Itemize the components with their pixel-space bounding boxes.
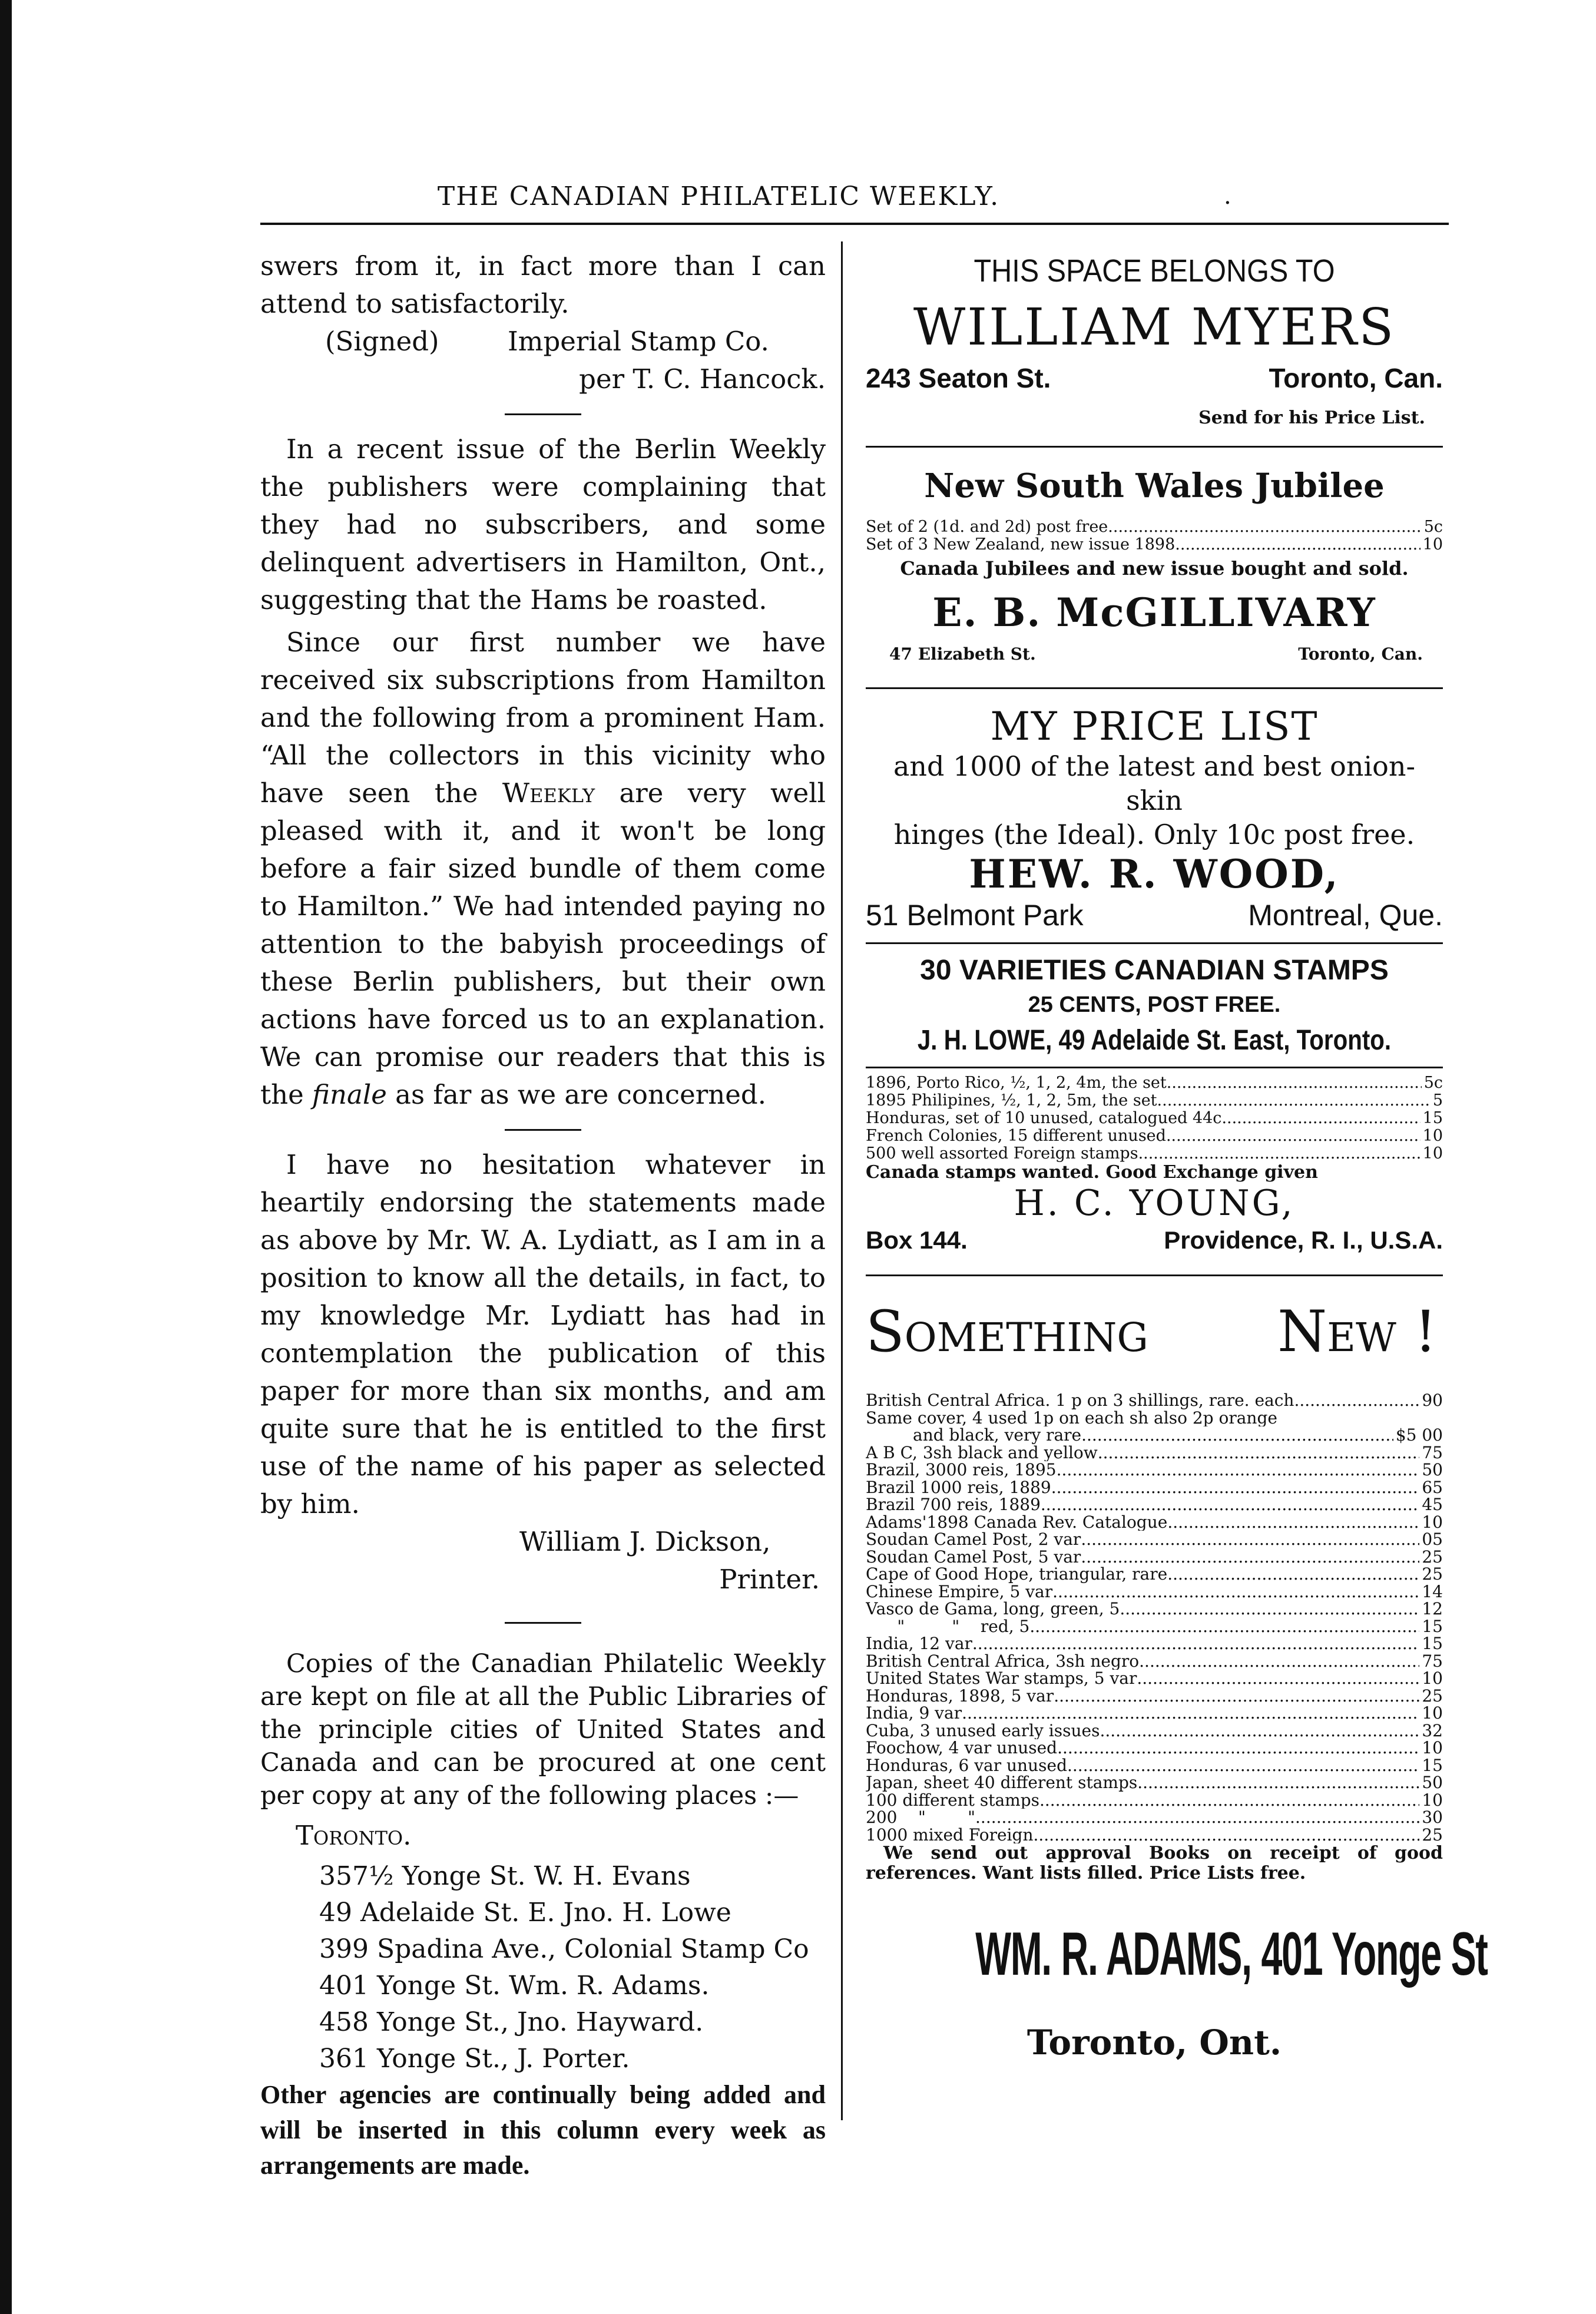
signature-per: per T. C. Hancock. bbox=[579, 363, 826, 395]
advertiser-city: Toronto, Ont. bbox=[1027, 2022, 1282, 2063]
list-item: 500 well assorted Foreign stamps ..... 10 bbox=[866, 1145, 1443, 1163]
advertiser-name: E. B. McGILLIVARY bbox=[932, 590, 1376, 635]
ad-hew-wood bbox=[866, 704, 1443, 934]
signed-label: (Signed) bbox=[325, 326, 439, 357]
scan-edge bbox=[0, 0, 12, 2314]
advertiser-city: Toronto, Can. bbox=[1269, 363, 1443, 393]
page-header-title: THE CANADIAN PHILATELIC WEEKLY. bbox=[437, 181, 1000, 211]
list-item: 357½ Yonge St. W. H. Evans bbox=[319, 1861, 691, 1891]
list-item: 1000 mixed Foreign ..... 25 bbox=[866, 1826, 1443, 1844]
ad-note: Canada Jubilees and new issue bought and sold. bbox=[900, 557, 1409, 580]
paragraph-subscriptions: Since our first number we have received six subscriptions from Hamilton and the following from a prominent Ham. “All the collectors in this vicinity who have seen the Weekly are very well pleased with it, and it won't be long before a fair sized bundle of them come to Hamilton.” We had intended paying no attention to the babyish proceedings of these Berlin publishers, but their own actions have forced us to an explanation. We can promise our readers that this is the finale as far as we are concerned. bbox=[260, 627, 826, 1110]
list-item: Adams'1898 Canada Rev. Catalogue ..... 10 bbox=[866, 1514, 1443, 1531]
ad-heading: THIS SPACE BELONGS TO bbox=[974, 253, 1335, 289]
ad-divider bbox=[866, 942, 1443, 944]
ad-new-south-wales bbox=[866, 465, 1443, 664]
list-item: Brazil 1000 reis, 1889 ..... 65 bbox=[866, 1479, 1443, 1497]
ad-heading: New South Wales Jubilee bbox=[924, 466, 1385, 505]
signature-company: Imperial Stamp Co. bbox=[508, 326, 769, 357]
paragraph-endorsement: I have no hesitation whatever in heartily endorsing the statements made as above by Mr. W. A. Lydiatt, as I am in a position to know all the details, in fact, to my knowledge Mr. Lydiatt has had in contemplation the publication of this paper for more than six months, and am quite sure that he is entitled to the first use of the name of his paper as selected by him. bbox=[260, 1149, 826, 1520]
list-item: A B C, 3sh black and yellow ..... 75 bbox=[866, 1444, 1443, 1462]
list-item: Soudan Camel Post, 5 var ..... 25 bbox=[866, 1548, 1443, 1566]
list-item: Japan, sheet 40 different stamps ..... 50 bbox=[866, 1774, 1443, 1792]
advertiser-city: Toronto, Can. bbox=[1298, 644, 1423, 664]
signature-line-4 bbox=[260, 1561, 826, 1598]
list-item: French Colonies, 15 different unused ..... 10 bbox=[866, 1127, 1443, 1145]
advertiser-name: HEW. R. WOOD, bbox=[969, 851, 1340, 897]
column-divider bbox=[841, 241, 843, 2120]
list-item: Cape of Good Hope, triangular, rare ..... 25 bbox=[866, 1565, 1443, 1583]
ad-line: hinges (the Ideal). Only 10c post free. bbox=[893, 819, 1415, 850]
list-item: 401 Yonge St. Wm. R. Adams. bbox=[319, 1971, 710, 2001]
paragraph-continuation: swers from it, in fact more than I can attend to satisfactorily. bbox=[260, 250, 826, 319]
finale-word: finale bbox=[312, 1079, 387, 1110]
list-item: British Central Africa. 1 p on 3 shillings, rare. each ..... 90 bbox=[866, 1392, 1443, 1409]
signature-line-3 bbox=[260, 1523, 826, 1561]
advertiser-name: J. H. LOWE, 49 Adelaide St. East, Toronto. bbox=[917, 1025, 1392, 1056]
price-list bbox=[866, 1074, 1443, 1163]
list-item: Foochow, 4 var unused ..... 10 bbox=[866, 1739, 1443, 1757]
paragraph-copies: Copies of the Canadian Philatelic Weekly are kept on file at all the Public Libraries of the principle cities of United States and Canada and can be procured at one cent per copy at any of the following places :— bbox=[260, 1649, 826, 1810]
advertiser-name: WM. R. ADAMS, 401 Yonge St bbox=[975, 1920, 1488, 1988]
agencies-note: Other agencies are continually being added and will be inserted in this column every week as arrangements are made. bbox=[260, 2080, 826, 2180]
list-item: 1896, Porto Rico, ½, 1, 2, 4m, the set ..... 5c bbox=[866, 1074, 1443, 1092]
list-item: 458 Yonge St., Jno. Hayward. bbox=[319, 2007, 704, 2037]
list-item: Chinese Empire, 5 var ..... 14 bbox=[866, 1583, 1443, 1601]
section-divider bbox=[505, 1129, 581, 1131]
list-item: India, 12 var ..... 15 bbox=[866, 1635, 1443, 1653]
section-divider bbox=[505, 1622, 581, 1624]
list-item: British Central Africa, 3sh negro ..... 75 bbox=[866, 1653, 1443, 1670]
signature-name: William J. Dickson, bbox=[519, 1526, 771, 1557]
list-item: Brazil 700 reis, 1889 ..... 45 bbox=[866, 1496, 1443, 1514]
list-item: Honduras, 1898, 5 var ..... 25 bbox=[866, 1687, 1443, 1705]
list-item: 49 Adelaide St. E. Jno. H. Lowe bbox=[319, 1898, 731, 1928]
ad-adams bbox=[866, 1297, 1488, 2066]
ad-note: We send out approval Books on receipt of good references. Want lists filled. Price Lists free. bbox=[866, 1843, 1443, 1883]
advertiser-city: Montreal, Que. bbox=[1248, 899, 1443, 932]
list-item: Same cover, 4 used 1p on each sh also 2p orange bbox=[866, 1409, 1277, 1426]
list-item: Vasco de Gama, long, green, 5 ..... 12 bbox=[866, 1600, 1443, 1618]
list-item: " " red, 5 ..... 15 bbox=[866, 1618, 1443, 1636]
advertiser-name: WILLIAM MYERS bbox=[913, 298, 1396, 357]
list-item: 200 " " ..... 30 bbox=[866, 1809, 1443, 1826]
header-dot: . bbox=[1224, 183, 1231, 210]
list-item: Honduras, 6 var unused ..... 15 bbox=[866, 1757, 1443, 1775]
ad-note: Canada stamps wanted. Good Exchange given bbox=[866, 1162, 1318, 1183]
list-item: Cuba, 3 unused early issues ..... 32 bbox=[866, 1722, 1443, 1740]
ad-subheading: 25 CENTS, POST FREE. bbox=[1028, 992, 1281, 1017]
places-heading: Toronto. bbox=[296, 1820, 412, 1851]
list-item: Set of 3 New Zealand, new issue 1898 ..... 10 bbox=[866, 536, 1443, 554]
advertiser-box: Box 144. bbox=[866, 1226, 968, 1254]
ad-young bbox=[866, 1074, 1443, 1257]
headline-something: Something bbox=[866, 1299, 1148, 1365]
ad-divider bbox=[866, 446, 1443, 448]
paragraph-berlin-weekly: In a recent issue of the Berlin Weekly the publishers were complaining that they had no subscribers, and some delinquent advertisers in Hamilton, Ont., suggesting that the Hams be roasted. bbox=[260, 433, 826, 615]
list-item: United States War stamps, 5 var ..... 10 bbox=[866, 1670, 1443, 1687]
list-item: 1895 Philipines, ½, 1, 2, 5m, the set ..... 5 bbox=[866, 1092, 1443, 1110]
list-item: 361 Yonge St., J. Porter. bbox=[319, 2044, 630, 2074]
ad-lowe bbox=[866, 952, 1443, 1061]
list-item: Soudan Camel Post, 2 var ..... 05 bbox=[866, 1531, 1443, 1548]
advertiser-name: H. C. YOUNG, bbox=[1014, 1183, 1295, 1224]
ad-note: Send for his Price List. bbox=[1198, 408, 1425, 428]
price-list bbox=[866, 518, 1443, 554]
ad-divider bbox=[866, 1067, 1443, 1068]
header-rule bbox=[260, 223, 1449, 225]
advertiser-city: Providence, R. I., U.S.A. bbox=[1164, 1226, 1443, 1254]
section-divider bbox=[505, 413, 581, 415]
ad-william-myers bbox=[866, 250, 1443, 428]
ad-line: and 1000 of the latest and best onion-skin bbox=[893, 750, 1416, 816]
places-list bbox=[319, 1858, 826, 2077]
advertiser-address: 243 Seaton St. bbox=[866, 363, 1051, 393]
ad-heading: MY PRICE LIST bbox=[990, 704, 1319, 749]
list-item: 399 Spadina Ave., Colonial Stamp Co bbox=[319, 1934, 809, 1964]
advertiser-address: 51 Belmont Park bbox=[866, 899, 1084, 932]
list-item: Set of 2 (1d. and 2d) post free ..... 5c bbox=[866, 518, 1443, 536]
price-list bbox=[866, 1392, 1443, 1843]
ad-divider bbox=[866, 1274, 1443, 1276]
signature-line-1 bbox=[260, 323, 826, 360]
headline-new: New ! bbox=[1277, 1299, 1437, 1365]
list-item: India, 9 var ..... 10 bbox=[866, 1704, 1443, 1722]
signature-line-2 bbox=[260, 360, 826, 398]
right-column bbox=[866, 247, 1488, 2066]
advertiser-address: 47 Elizabeth St. bbox=[889, 644, 1036, 664]
list-item: Brazil, 3000 reis, 1895 ..... 50 bbox=[866, 1461, 1443, 1479]
left-column bbox=[260, 247, 826, 2183]
list-item: Honduras, set of 10 unused, catalogued 44c ..... 15 bbox=[866, 1110, 1443, 1127]
weekly-word: Weekly bbox=[502, 777, 595, 809]
ad-divider bbox=[866, 687, 1443, 689]
list-item: and black, very rare ..... $5 00 bbox=[866, 1426, 1443, 1444]
ad-heading: 30 VARIETIES CANADIAN STAMPS bbox=[920, 955, 1389, 986]
signature-title: Printer. bbox=[719, 1564, 820, 1595]
list-item: 100 different stamps ..... 10 bbox=[866, 1792, 1443, 1809]
